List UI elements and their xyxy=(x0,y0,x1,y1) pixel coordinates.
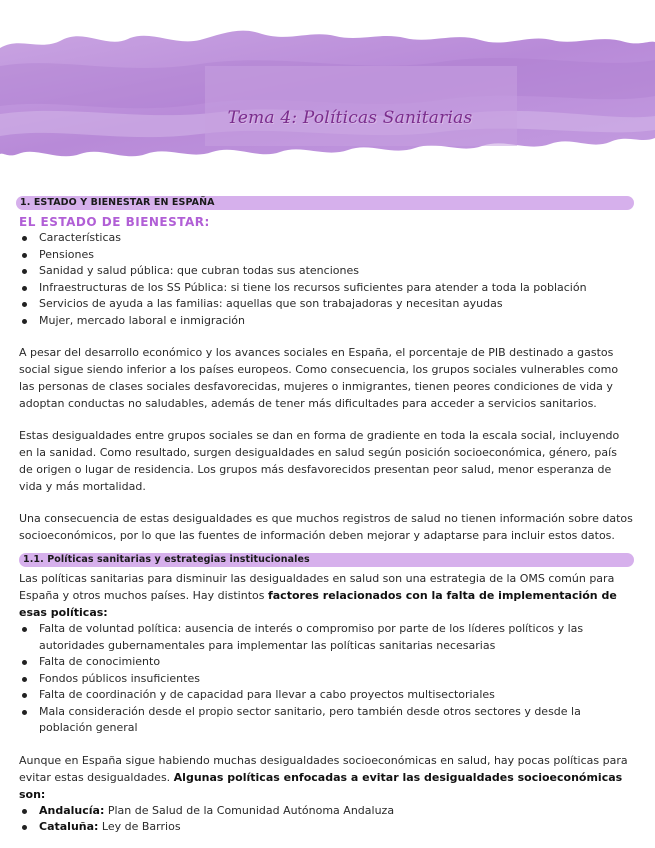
politicas-text: Aunque en España sigue habiendo muchas desigualdades socioeconómicas en salud, hay pocas políticas para evitar estas desigualdades. xyxy=(19,753,628,784)
plan-text: Ley de Barrios xyxy=(98,820,181,833)
list-item: Falta de conocimiento xyxy=(19,654,634,671)
paragraph-pib: A pesar del desarrollo económico y los avances sociales en España, el porcentaje de PIB destinado a gastos social sigue siendo inferior a los países europeos. Como consecuencia, los grupos sociales vulnerables como las personas de clases sociales desfavorecidas, mujeres o inmigrantes, tienen peores condiciones de vida y adoptan conductas no saludables, además de tener más dificultades para acceder a servicios sanitarios. xyxy=(19,346,619,410)
list-item: Falta de coordinación y de capacidad para llevar a cabo proyectos multisectoriales xyxy=(19,687,634,704)
section-heading-1-1: 1.1. Políticas sanitarias y estrategias institucionales xyxy=(19,553,634,567)
factors-list xyxy=(19,621,634,737)
paragraph-gradiente: Estas desigualdades entre grupos sociales se dan en forma de gradiente en toda la escala social, incluyendo en la sanidad. Como resultado, surgen desigualdades en salud según posición socioeconómica, género, país de origen o lugar de residencia. Los grupos más desfavorecidos presentan peor salud, menor esperanza de vida y más mortalidad. xyxy=(19,429,620,493)
list-item: Mala consideración desde el propio sector sanitario, pero también desde otros sectores y desde la población general xyxy=(19,704,634,737)
list-item: Pensiones xyxy=(19,247,634,264)
list-item: Falta de voluntad política: ausencia de interés o compromiso por parte de los líderes políticos y las autoridades gubernamentales para implementar las políticas sanitarias necesarias xyxy=(19,621,634,654)
politicas-bold: Algunas políticas enfocadas a evitar las desigualdades socioeconómicas son: xyxy=(19,770,623,801)
list-item: Mujer, mercado laboral e inmigración xyxy=(19,313,634,330)
document-body xyxy=(19,196,634,836)
subheading-estado-bienestar: EL ESTADO DE BIENESTAR: xyxy=(19,215,210,229)
region-label: Cataluña: xyxy=(39,820,99,833)
list-item: Características xyxy=(19,230,634,247)
paragraph-registros: Una consecuencia de estas desigualdades es que muchos registros de salud no tienen información sobre datos socioeconómicos, por lo que las fuentes de información deben mejorar y adaptarse para incluir estos datos. xyxy=(19,512,633,542)
list-item: Sanidad y salud pública: que cubran todas sus atenciones xyxy=(19,263,634,280)
section-heading-1: 1. ESTADO Y BIENESTAR EN ESPAÑA xyxy=(16,196,634,210)
watercolor-banner xyxy=(0,26,655,166)
page-title: Tema 4: Políticas Sanitarias xyxy=(227,108,473,128)
plan-text: Plan de Salud de la Comunidad Autónoma Andaluza xyxy=(104,803,395,817)
list-item: Infraestructuras de los SS Pública: si tiene los recursos suficientes para atender a toda la población xyxy=(19,280,634,297)
list-item: Fondos públicos insuficientes xyxy=(19,671,634,688)
list-item: Servicios de ayuda a las familias: aquellas que son trabajadoras y necesitan ayudas xyxy=(19,296,634,313)
policies-list xyxy=(19,803,634,836)
paragraph-oms xyxy=(19,570,634,621)
header-banner xyxy=(0,26,655,166)
list-item xyxy=(19,819,634,836)
paragraph-politicas xyxy=(19,752,634,803)
bienestar-list xyxy=(19,230,634,329)
region-label: Andalucía: xyxy=(39,803,105,817)
oms-bold: factores relacionados con la falta de implementación de esas políticas: xyxy=(19,589,617,619)
oms-text: Las políticas sanitarias para disminuir las desigualdades en salud son una estrategia de la OMS común para España y otros muchos países. Hay distintos xyxy=(19,572,615,602)
list-item xyxy=(19,803,634,820)
